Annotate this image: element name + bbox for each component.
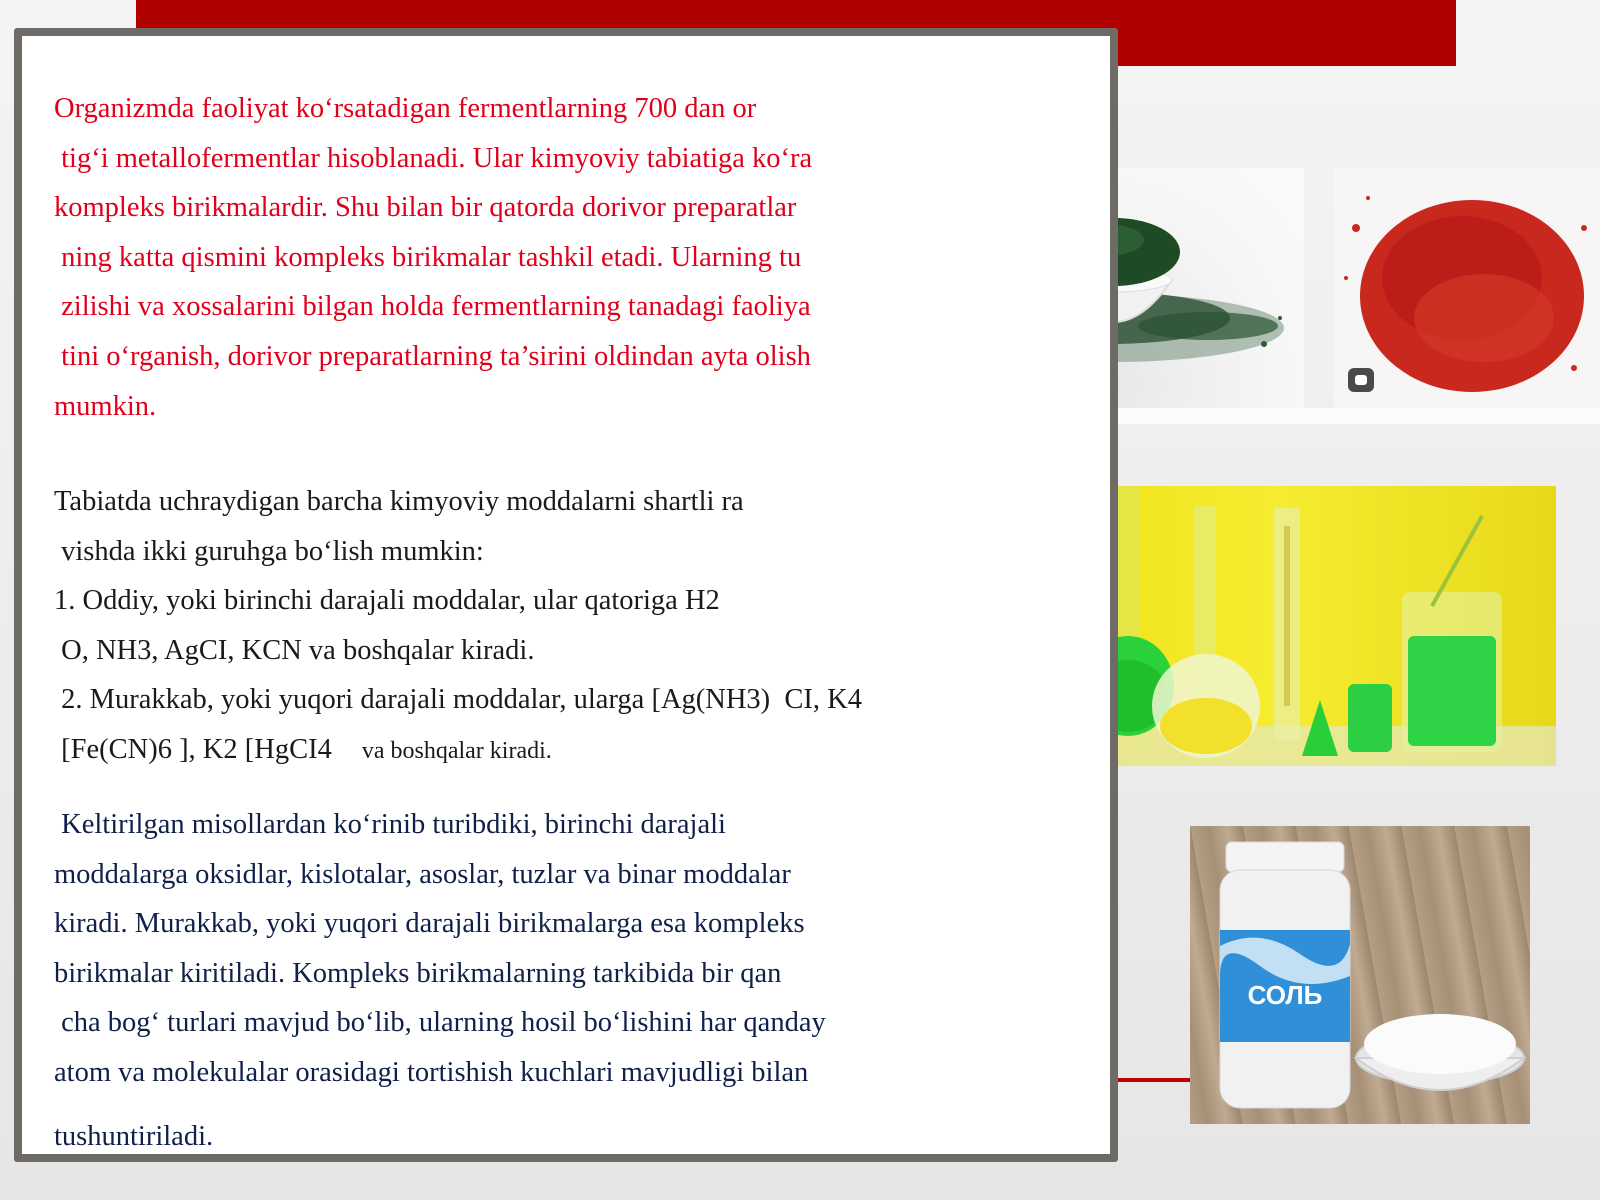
paragraph3-line: atom va molekulalar orasidagi tortishish kuchlari mavjudligi bilan <box>54 1056 809 1088</box>
paragraph2-line <box>54 725 954 775</box>
paragraph1-line: tini o‘rganish, dorivor preparatlarning ta’sirini oldindan ayta olish <box>54 340 811 372</box>
paragraph1-line: tig‘i metallofermentlar hisoblanadi. Ular kimyoviy tabiatiga ko‘ra <box>54 142 813 174</box>
paragraph2-formula: [Fe(CN)6 ], K2 [HgCI4 <box>54 733 332 765</box>
paragraph1-line: ning katta qismini kompleks birikmalar tashkil etadi. Ularning tu <box>54 241 802 273</box>
lab-glassware-image <box>1052 486 1556 766</box>
paragraph1-line: kompleks birikmalardir. Shu bilan bir qatorda dorivor preparatlar <box>54 192 797 224</box>
paragraph3-line: cha bog‘ turlari mavjud bo‘lib, ularning hosil bo‘lishini har qanday <box>54 1007 826 1039</box>
paragraph1-line: mumkin. <box>54 390 157 422</box>
paragraph2-line: O, NH3, AgCI, KCN va boshqalar kiradi. <box>54 634 535 666</box>
paragraph-metalloenzymes <box>54 84 954 431</box>
paragraph3-line: Keltirilgan misollardan ko‘rinib turibdiki, birinchi darajali <box>54 809 726 840</box>
paragraph-complex-compounds <box>54 800 954 1161</box>
paragraph3-line: kiradi. Murakkab, yoki yuqori darajali birikmalarga esa kompleks <box>54 908 805 940</box>
paragraph1-line: Organizmda faoliyat ko‘rsatadigan fermentlarning 700 dan or <box>54 93 757 124</box>
paragraph3-line: tushuntiriladi. <box>54 1120 214 1152</box>
paragraph2-line: vishda ikki guruhga bo‘lish mumkin: <box>54 535 484 567</box>
red-powder-photo <box>1334 168 1600 408</box>
lab-glassware-photo <box>1052 486 1556 766</box>
paragraph2-line: 2. Murakkab, yoki yuqori darajali moddalar, ularga [Ag(NH3) CI, K4 <box>54 684 863 716</box>
paragraph-substance-groups <box>54 477 954 775</box>
paragraph2-line: Tabiatda uchraydigan barcha kimyoviy moddalarni shartli ra <box>54 486 744 517</box>
paragraph1-line: zilishi va xossalarini bilgan holda fermentlarning tanadagi faoliya <box>54 291 811 323</box>
paragraph3-line: birikmalar kiritiladi. Kompleks birikmalarning tarkibida bir qan <box>54 957 782 989</box>
salt-label: СОЛЬ <box>1247 980 1323 1010</box>
paragraph3-line: moddalarga oksidlar, kislotalar, asoslar, tuzlar va binar moddalar <box>54 858 791 890</box>
paragraph2-small-tail: va boshqalar kiradi. <box>331 737 552 764</box>
salt-jar-photo <box>1190 826 1530 1124</box>
red-powder-image <box>1334 168 1600 408</box>
salt-jar-image <box>1190 826 1530 1124</box>
paragraph2-line: 1. Oddiy, yoki birinchi darajali moddalar, ular qatoriga H2 <box>54 585 720 617</box>
